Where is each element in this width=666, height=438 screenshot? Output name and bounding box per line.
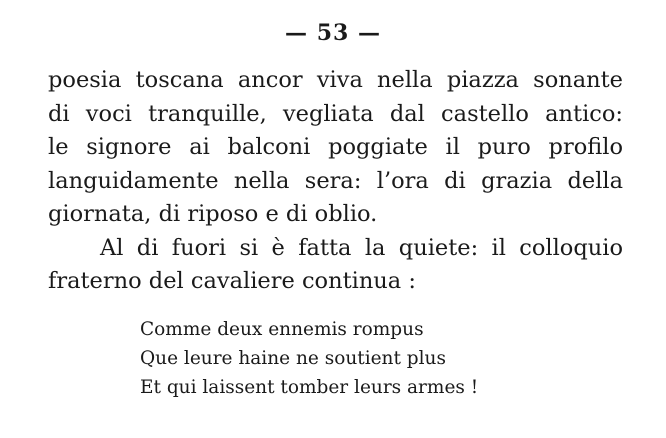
text-line: languidamente nella sera: l’ora di grazia della xyxy=(48,167,623,194)
page-number: — 53 — xyxy=(285,20,381,46)
verse-quote xyxy=(140,315,560,402)
verse-line: Que leure haine ne soutient plus xyxy=(140,348,446,369)
prose-text xyxy=(48,64,623,299)
text-line: di voci tranquille, vegliata dal castello antico: xyxy=(48,100,623,127)
text-line: fraterno del cavaliere continua : xyxy=(48,268,416,294)
text-line: poesia toscana ancor viva nella piazza sonante xyxy=(48,67,623,93)
verse-line: Et qui laissent tomber leurs armes ! xyxy=(140,377,479,398)
text-line: Al di fuori si è fatta la quiete: il colloquio xyxy=(100,234,623,261)
verse-line: Comme deux ennemis rompus xyxy=(140,319,424,340)
text-line: giornata, di riposo e di oblio. xyxy=(48,201,378,227)
text-line: le signore ai balconi poggiate il puro profilo xyxy=(48,134,623,160)
